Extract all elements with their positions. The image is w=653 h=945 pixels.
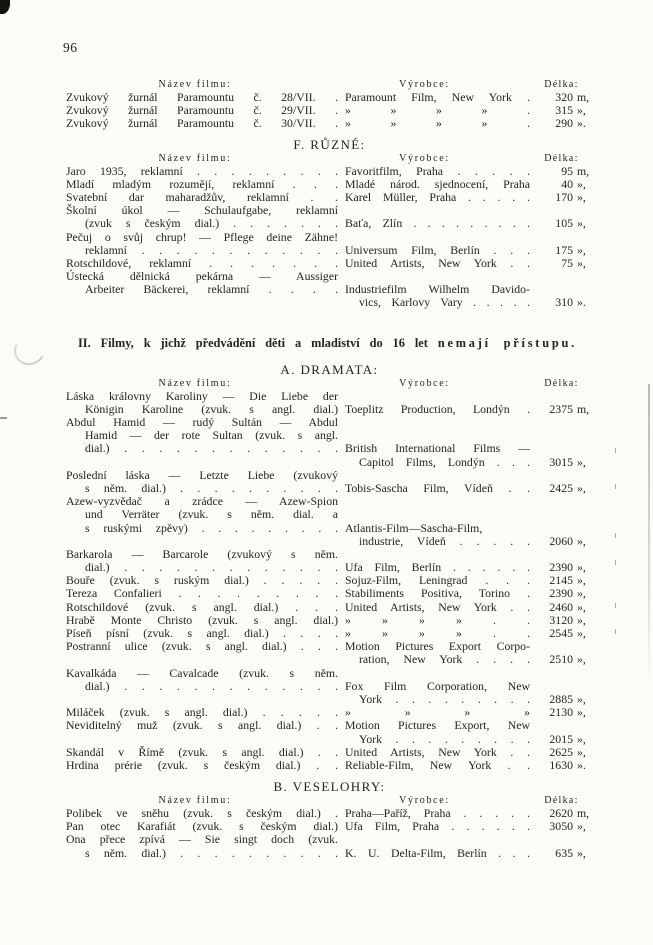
length-unit: m,	[577, 163, 590, 178]
column-header-nazev-filmu: Název filmu:	[158, 79, 232, 90]
producer-cell: United Artists, New York . .	[345, 744, 530, 759]
film-name-cell: Azew-vyzvědač a zrádce — Azew-Spion	[66, 494, 338, 509]
producer-cell: ration, New York . . . .	[359, 652, 530, 667]
column-headers	[66, 377, 593, 390]
scan-tick	[615, 560, 616, 565]
length-value: 1630	[549, 757, 573, 772]
length-value: 3015	[549, 454, 573, 469]
table-line	[66, 522, 593, 535]
length-value: 320	[555, 90, 573, 104]
film-name-cell: Abdul Hamid — rudý Sultán — Abdul	[66, 415, 338, 429]
page-content	[66, 78, 593, 860]
length-value: 2145	[549, 573, 573, 588]
column-header-vyrobce: Výrobce:	[399, 79, 450, 90]
column-header-nazev-filmu: Název filmu:	[158, 152, 232, 164]
column-header-vyrobce: Výrobce:	[399, 377, 450, 389]
length-value: 2130	[549, 705, 573, 720]
length-value: 2620	[549, 806, 573, 821]
producer-cell: Praha—Paříž, Praha . . . . .	[345, 806, 530, 821]
film-list	[66, 165, 593, 310]
length-unit: ».	[577, 116, 586, 131]
table-line	[66, 217, 593, 230]
producer-cell: United Artists, New York . .	[345, 255, 530, 270]
producer-cell: Universum Film, Berlín . . .	[345, 242, 530, 257]
film-list	[66, 807, 593, 860]
film-name-cell: Rotschildové (zvuk. s angl. dial.) . . .	[66, 599, 338, 614]
length-value: 310	[555, 295, 573, 310]
table-line	[66, 535, 593, 548]
film-name-cell: Hrabě Monte Christo (zvuk. s angl. dial.)	[66, 612, 338, 627]
table-line	[66, 601, 593, 614]
length-unit: »,	[577, 819, 586, 834]
film-list	[66, 390, 593, 772]
length-value: 2390	[549, 560, 573, 575]
table-line	[66, 456, 593, 469]
scan-tick	[615, 603, 616, 608]
column-header-delka: Délka:	[544, 377, 579, 389]
scan-tick	[615, 533, 616, 538]
length-cell	[530, 759, 593, 772]
length-cell	[530, 746, 593, 759]
column-header-nazev-filmu: Název filmu:	[158, 795, 232, 807]
table-line	[66, 178, 593, 191]
film-name-cell: Bouře (zvuk. s ruským dial.) . . . . .	[66, 573, 338, 588]
length-value: 2545	[549, 626, 573, 640]
length-unit: »,	[577, 255, 586, 270]
length-cell	[530, 587, 593, 600]
length-cell	[530, 456, 593, 469]
length-unit: »,	[577, 189, 586, 204]
length-cell	[530, 535, 593, 548]
producer-cell: United Artists, New York . .	[345, 599, 530, 614]
length-cell	[530, 653, 593, 666]
length-value: 2390	[549, 586, 573, 601]
length-cell	[530, 847, 593, 860]
length-cell	[530, 244, 593, 257]
table-line	[66, 508, 593, 521]
length-unit: ».	[577, 295, 586, 310]
column-header-delka: Délka:	[544, 152, 579, 164]
table-line	[66, 733, 593, 746]
film-name-cell: Jaro 1935, reklamní . . . . . . . . .	[66, 163, 338, 178]
length-value: 175	[555, 242, 573, 257]
producer-cell: » » » » . .	[345, 626, 530, 640]
film-name-cell: Kavalkáda — Cavalcade (zvuk. s něm.	[66, 665, 338, 680]
producer-cell: » » » » .	[345, 116, 530, 131]
producer-cell: Stabiliments Positiva, Torino .	[345, 586, 530, 601]
length-value: 170	[555, 189, 573, 204]
film-name-cell: reklamní . . . . . . . . . . . .	[85, 242, 338, 257]
film-name-cell: Neviditelný muž (zvuk. s angl. dial.) . .	[66, 718, 338, 733]
table-line	[66, 442, 593, 455]
film-name-cell: Rotschildové, reklamní . . . . . . .	[66, 255, 338, 270]
film-name-cell: Skandál v Římě (zvuk. s angl. dial.) . .	[66, 744, 338, 759]
length-cell	[530, 482, 593, 495]
length-cell	[530, 627, 593, 640]
length-cell	[530, 820, 593, 833]
length-unit: »,	[577, 573, 586, 588]
length-cell	[530, 165, 593, 178]
table-line	[66, 847, 593, 860]
producer-cell: Karel Müller, Praha . . . . .	[345, 189, 530, 204]
film-name-cell: Školní úkol — Schulaufgabe, reklamní	[66, 203, 338, 218]
section-heading: A. DRAMATA:	[280, 361, 379, 377]
producer-cell: Tobis-Sascha Film, Vídeň . .	[345, 480, 530, 495]
length-unit: »,	[577, 176, 586, 191]
length-value: 3050	[549, 819, 573, 834]
length-value: 2015	[549, 731, 573, 746]
producer-cell: Capitol Films, Londýn . . .	[359, 454, 530, 469]
length-cell	[530, 217, 593, 230]
producer-cell: Fox Film Corporation, New	[345, 678, 530, 693]
film-name-cell: Hrdina prérie (zvuk. s českým dial.) . .	[66, 757, 338, 772]
table-line	[66, 469, 593, 482]
length-unit: »,	[577, 454, 586, 469]
length-cell	[530, 191, 593, 204]
producer-cell: Industriefilm Wilhelm Davido-	[345, 282, 530, 297]
length-unit: m,	[577, 806, 590, 821]
length-value: 2625	[549, 744, 573, 759]
producer-cell: Paramount Film, New York .	[345, 90, 530, 104]
column-header-vyrobce: Výrobce:	[399, 795, 450, 807]
table-line	[66, 117, 593, 130]
producer-cell: » » » » . .	[345, 612, 530, 627]
film-name-cell: dial.) . . . . . . . . . . . . .	[85, 678, 338, 693]
producer-cell: Baťa, Zlín . . . . . . . . .	[345, 216, 530, 231]
length-unit: »,	[577, 626, 586, 640]
length-cell	[530, 601, 593, 614]
film-name-cell: Barkarola — Barcarole (zvukový s něm.	[66, 546, 338, 561]
film-name-cell: Poslední láska — Letzte Liebe (zvukový	[66, 467, 338, 482]
column-header-vyrobce: Výrobce:	[399, 152, 450, 164]
length-value: 75	[561, 255, 573, 270]
table-line	[66, 759, 593, 772]
length-unit: »,	[577, 744, 586, 759]
length-cell	[530, 257, 593, 270]
film-name-cell: dial.) . . . . . . . . . . . . .	[85, 560, 338, 575]
table-line	[66, 231, 593, 244]
length-unit: »,	[577, 845, 586, 860]
length-unit: »,	[577, 652, 586, 667]
table-line	[66, 833, 593, 846]
length-unit: »,	[577, 103, 586, 118]
length-unit: »,	[577, 242, 586, 257]
film-name-cell: Ústecká dělnická pekárna — Aussiger	[66, 269, 338, 284]
length-value: 2060	[549, 533, 573, 548]
part-ii-heading-emphasis: nemají přístupu.	[437, 335, 577, 350]
section-heading: F. RŮZNÉ:	[293, 136, 366, 152]
length-value: 105	[555, 216, 573, 231]
length-value: 2375	[549, 401, 573, 416]
length-value: 2425	[549, 480, 573, 495]
film-name-cell: Zvukový žurnál Paramountu č. 29/VII. .	[66, 103, 338, 118]
length-unit: ».	[577, 757, 586, 772]
film-name-cell: Zvukový žurnál Paramountu č. 30/VII. .	[66, 116, 338, 131]
producer-cell: Atlantis-Film—Sascha-Film,	[345, 520, 483, 535]
length-value: 2885	[549, 691, 573, 706]
length-cell	[530, 117, 593, 130]
table-line	[66, 244, 593, 257]
length-cell	[530, 296, 593, 309]
column-header-delka: Délka:	[544, 795, 579, 807]
scan-margin-dash	[0, 417, 7, 419]
scan-tick	[615, 448, 616, 453]
producer-cell: industrie, Vídeň . . . . .	[359, 533, 530, 548]
column-headers	[66, 152, 593, 165]
length-unit: »,	[577, 480, 586, 495]
film-name-cell: Königin Karoline (zvuk. s angl. dial.)	[85, 401, 338, 416]
length-unit: »,	[577, 691, 586, 706]
section-paramount-journals	[66, 78, 593, 131]
length-unit: »,	[577, 612, 586, 627]
film-name-cell: Postranní ulice (zvuk. s angl. dial.) . . .	[66, 639, 338, 654]
scan-corner-mark	[0, 0, 10, 14]
producer-cell: Motion Pictures Export, New	[345, 718, 530, 733]
film-name-cell: Pečuj o svůj chrup! — Pflege deine Zähne!	[66, 229, 338, 244]
producer-cell: British International Films —	[345, 441, 530, 456]
producer-cell: Favoritfilm, Praha . . . . .	[345, 163, 530, 178]
length-unit: »,	[577, 216, 586, 231]
length-cell	[530, 733, 593, 746]
table-line	[66, 296, 593, 309]
film-name-cell: (zvuk s českým dial.) . . . . . . .	[85, 216, 338, 231]
table-line	[66, 587, 593, 600]
film-name-cell: Arbeiter Bäckerei, reklamní . . . .	[85, 282, 338, 297]
film-name-cell: s ruskými zpěvy) . . . . . . . . .	[85, 520, 338, 535]
producer-cell: Ufa Film, Berlín . . . . . .	[345, 560, 530, 575]
table-line	[66, 165, 593, 178]
film-name-cell: Píseň písní (zvuk. s angl. dial.) . . . .	[66, 626, 338, 640]
length-unit: »,	[577, 599, 586, 614]
film-name-cell: Ona přece zpívá — Sie singt doch (zvuk.	[66, 832, 338, 847]
film-name-cell: s něm. dial.) . . . . . . . . . .	[85, 480, 338, 495]
film-name-cell: Polibek ve sněhu (zvuk. s českým dial.) .	[66, 806, 338, 821]
table-line	[66, 653, 593, 666]
producer-cell: Toeplitz Production, Londýn .	[345, 401, 530, 416]
film-name-cell: und Verräter (zvuk. s něm. dial. a	[85, 507, 338, 522]
table-line	[66, 746, 593, 759]
length-value: 40	[561, 176, 573, 191]
length-unit: »,	[577, 560, 586, 575]
scan-tick	[615, 484, 616, 489]
producer-cell: » » » »	[345, 705, 530, 720]
film-name-cell: Pan otec Karafiát (zvuk. s českým dial.)	[66, 819, 338, 834]
section-a-dramata	[66, 362, 593, 772]
part-ii-heading	[78, 336, 577, 351]
length-cell	[530, 178, 593, 191]
film-name-cell: Mladí mladým rozumějí, reklamní . . .	[66, 176, 338, 191]
producer-cell: » » » » .	[345, 103, 530, 118]
column-header-delka: Délka:	[544, 79, 579, 90]
length-unit: »,	[577, 705, 586, 720]
page-number: 96	[63, 40, 78, 55]
producer-cell: York . . . . . . . . .	[359, 731, 530, 746]
length-cell	[530, 403, 593, 416]
table-line	[66, 719, 593, 732]
length-value: 3120	[549, 612, 573, 627]
film-name-cell: Svatební dar maharadžův, reklamní . .	[66, 189, 338, 204]
length-unit: »,	[577, 586, 586, 601]
pencil-mark	[10, 332, 48, 369]
column-header-nazev-filmu: Název filmu:	[158, 377, 232, 389]
film-name-cell: Hamid — der rote Sultan (zvuk. s angl.	[85, 428, 338, 443]
film-name-cell: s něm. dial.) . . . . . . . . . .	[85, 845, 338, 860]
length-value: 635	[555, 845, 573, 860]
section-b-veselohry	[66, 779, 593, 860]
scan-edge-line	[648, 384, 650, 684]
section-heading: B. VESELOHRY:	[273, 779, 386, 795]
film-name-cell: Tereza Confalieri . . . . . . . . .	[66, 586, 338, 601]
section-f-ruzne	[66, 137, 593, 310]
length-value: 290	[555, 116, 573, 131]
film-name-cell: dial.) . . . . . . . . . . . . .	[85, 441, 338, 456]
producer-cell: York . . . . . . . . .	[359, 691, 530, 706]
length-cell	[530, 706, 593, 719]
producer-cell: K. U. Delta-Film, Berlín . . .	[345, 845, 530, 860]
length-unit: »,	[577, 731, 586, 746]
film-list	[66, 91, 593, 131]
film-name-cell: Miláček (zvuk. s angl. dial.) . . . . .	[66, 705, 338, 720]
film-name-cell: Zvukový žurnál Paramountu č. 28/VII. .	[66, 90, 338, 104]
table-line	[66, 680, 593, 693]
film-name-cell: Láska královny Karoliny — Die Liebe der	[66, 388, 338, 403]
table-line	[66, 390, 593, 403]
length-unit: »,	[577, 533, 586, 548]
length-value: 2510	[549, 652, 573, 667]
producer-cell: Sojuz-Film, Leningrad . . .	[345, 573, 530, 588]
producer-cell: Ufa Film, Praha . . . . . .	[345, 819, 530, 834]
part-ii-heading-text: II. Filmy, k jichž předvádění děti a mladiství do 16 let	[78, 335, 428, 350]
producer-cell: Motion Pictures Export Corpo-	[345, 639, 530, 654]
producer-cell: Mladé národ. sjednocení, Praha	[345, 176, 530, 191]
length-unit: m,	[577, 90, 590, 104]
length-value: 2460	[549, 599, 573, 614]
length-value: 95	[561, 163, 573, 178]
table-line	[66, 667, 593, 680]
length-unit: m,	[577, 401, 590, 416]
length-value: 315	[555, 103, 573, 118]
scan-tick	[615, 629, 616, 634]
producer-cell: Reliable-Film, New York . .	[345, 757, 530, 772]
producer-cell: vics, Karlovy Vary . . . . .	[359, 295, 530, 310]
